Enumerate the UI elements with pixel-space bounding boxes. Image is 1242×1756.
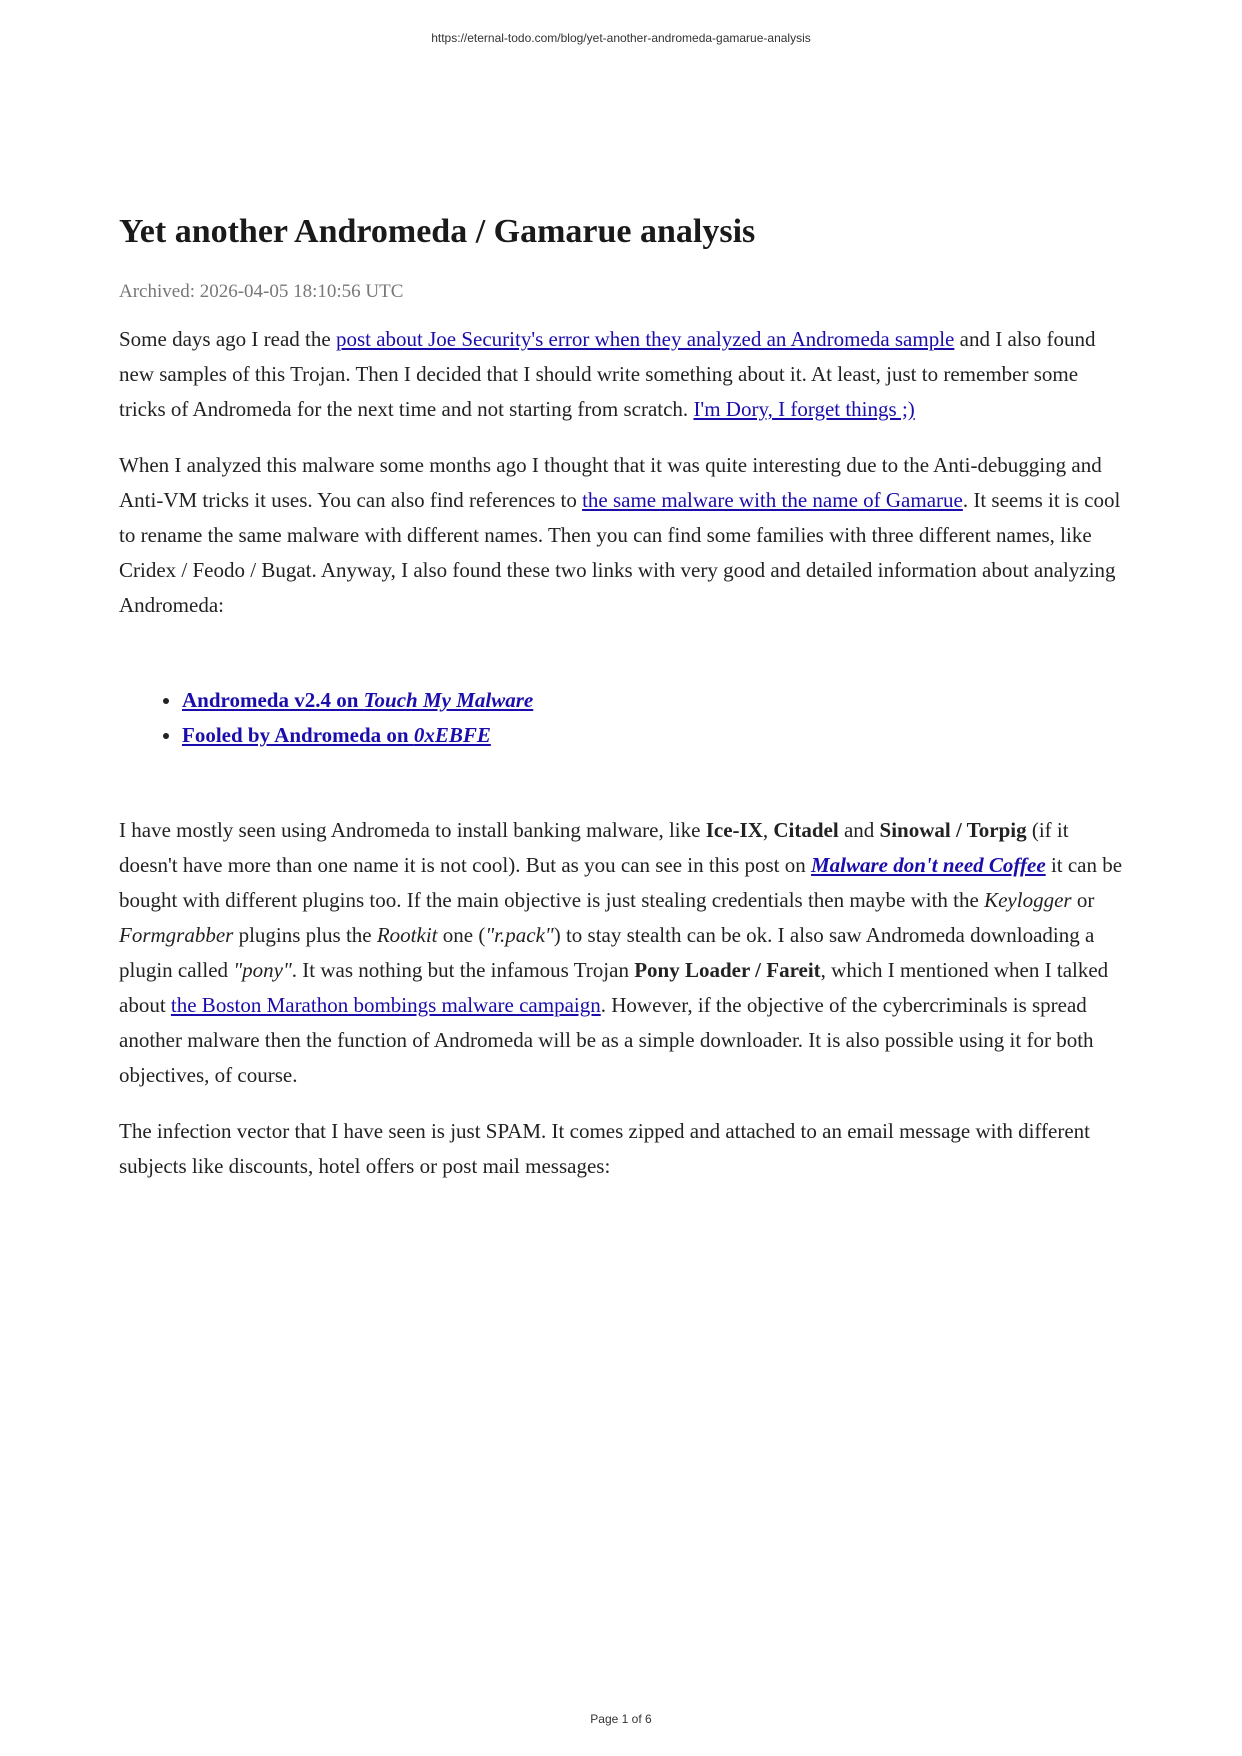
text: Some days ago I read the (119, 327, 336, 351)
link-text: Fooled by Andromeda on (182, 723, 414, 747)
italic-term: "r.pack" (485, 923, 554, 947)
list-item (182, 718, 1129, 753)
paragraph-intro (119, 322, 1129, 427)
bold-term: Ice-IX (705, 818, 763, 842)
italic-term: Keylogger (984, 888, 1072, 912)
paragraph-anti-debugging (119, 448, 1129, 623)
text: . However, if the objective of the cybercriminals is spread another malware then the function of Andromeda will be as a simple downloader. It is also possible using it for both objectives, of course. (119, 993, 1094, 1087)
malware-dont-need-coffee-link[interactable] (811, 853, 1046, 877)
text: , (762, 818, 774, 842)
page-number: Page 1 of 6 (590, 1712, 652, 1726)
italic-term: Rootkit (376, 923, 438, 947)
bold-term: Sinowal / Torpig (879, 818, 1027, 842)
bold-term: Pony Loader / Fareit (634, 958, 821, 982)
paragraph-infection-vector: The infection vector that I have seen is just SPAM. It comes zipped and attached to an email message with different subjects like discounts, hotel offers or post mail messages: (119, 1119, 1090, 1178)
link-source: Touch My Malware (363, 688, 534, 712)
list-item (182, 683, 1129, 718)
bold-term: Citadel (773, 818, 839, 842)
text: , which I mentioned when I talked about (119, 958, 1109, 1017)
text: ) to stay stealth can be ok. I also saw Andromeda downloading a plugin called (119, 923, 1095, 982)
text: plugins plus the (233, 923, 377, 947)
boston-marathon-link[interactable]: the Boston Marathon bombings malware campaign (170, 993, 601, 1017)
touch-my-malware-link[interactable] (182, 688, 533, 712)
page-url-header: https://eternal-todo.com/blog/yet-another-andromeda-gamarue-analysis (431, 31, 811, 45)
0xebfe-link[interactable] (182, 723, 491, 747)
text: When I analyzed this malware some months ago I thought that it was quite interesting due to the Anti-debugging and Anti-VM tricks it uses. You can also find references to (119, 453, 1102, 512)
link-text: Andromeda v2.4 on (182, 688, 364, 712)
text: I have mostly seen using Andromeda to install banking malware, like (119, 818, 706, 842)
italic-term: Formgrabber (119, 923, 234, 947)
paragraph-banking-malware (119, 813, 1129, 1093)
text: one ( (437, 923, 486, 947)
reference-list (119, 683, 1129, 753)
text: . It seems it is cool to rename the same malware with different names. Then you can find some families with three different names, like Cridex / Feodo / Bugat. Anyway, I also found these two links with very good and detailed information about analyzing Andromeda: (119, 488, 1121, 617)
italic-term: "pony" (233, 958, 292, 982)
text: it can be bought with different plugins too. If the main objective is just stealing credentials then maybe with the (119, 853, 1123, 912)
archived-timestamp: Archived: 2026-04-05 18:10:56 UTC (119, 281, 404, 302)
joe-security-post-link[interactable]: post about Joe Security's error when they analyzed an Andromeda sample (335, 327, 955, 351)
article (119, 212, 1129, 1205)
link-text: Malware don't need Coffee (811, 853, 1046, 877)
text: or (1071, 888, 1095, 912)
text: and I also found new samples of this Trojan. Then I decided that I should write something about it. At least, just to remember some tricks of Andromeda for the next time and not starting from scratch. (119, 327, 1096, 421)
page-title: Yet another Andromeda / Gamarue analysis (119, 213, 756, 250)
gamarue-link[interactable]: the same malware with the name of Gamarue (582, 488, 963, 512)
link-source: 0xEBFE (413, 723, 491, 747)
text: (if it doesn't have more than one name it is not cool). But as you can see in this post on (119, 818, 1069, 877)
dory-link[interactable]: I'm Dory, I forget things ;) (693, 397, 915, 421)
text: . It was nothing but the infamous Trojan (291, 958, 635, 982)
text: and (838, 818, 880, 842)
